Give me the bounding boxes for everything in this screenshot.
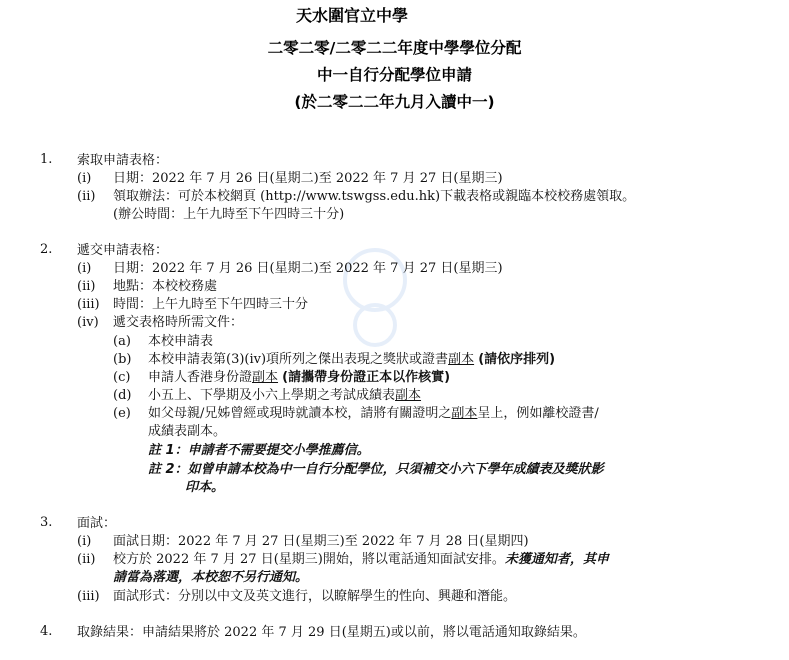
section-3-iii-text: 面試形式：分別以中文及英文進行，以瞭解學生的性向、興趣和潛能。 xyxy=(113,589,517,604)
section-2-number: 2. xyxy=(40,242,53,257)
doc-e-label: (e) xyxy=(113,406,131,421)
section-3-ii-label: (ii) xyxy=(77,552,96,567)
section-2-iii-text: 時間：上午九時至下午四時三十分 xyxy=(113,297,309,312)
section-1-ii-label: (ii) xyxy=(77,189,96,204)
document-title-line-1: 二零二零/二零二二年度中學學位分配 xyxy=(267,39,522,57)
section-3-ii-text-cont: 請當為落選，本校恕不另行通知。 xyxy=(113,570,309,585)
doc-e-text-cont: 成績表副本。 xyxy=(148,424,227,439)
section-1-ii-text: 領取辦法：可於本校網頁 (http://www.tswgss.edu.hk)下載表格或親臨本校校務處領取。 xyxy=(113,189,636,204)
section-1-i-text: 日期：2022 年 7 月 26 日(星期二)至 2022 年 7 月 27 日(星期三) xyxy=(113,171,503,186)
note-2-cont: 印本。 xyxy=(185,480,225,495)
section-2-i-label: (i) xyxy=(77,261,92,276)
section-2-iii-label: (iii) xyxy=(77,297,100,312)
doc-c-text: 申請人香港身份證副本 (請攜帶身份證正本以作核實) xyxy=(148,370,451,385)
doc-b-text: 本校申請表第(3)(iv)項所列之傑出表現之獎狀或證書副本 (請依序排列) xyxy=(148,352,556,367)
section-3-i-label: (i) xyxy=(77,534,92,549)
section-3-ii-text: 校方於 2022 年 7 月 27 日(星期三)開始，將以電話通知面試安排。未獲通知者，其申 xyxy=(113,552,609,567)
section-3-heading: 面試： xyxy=(77,516,117,531)
school-name: 天水圍官立中學 xyxy=(296,6,409,25)
section-2-ii-label: (ii) xyxy=(77,279,96,294)
doc-a-text: 本校申請表 xyxy=(148,334,214,349)
note-2: 註 2：如曾申請本校為中一自行分配學位，只須補交小六下學年成績表及獎狀影 xyxy=(148,462,604,477)
doc-c-label: (c) xyxy=(113,370,131,385)
section-3-iii-label: (iii) xyxy=(77,589,100,604)
doc-a-label: (a) xyxy=(113,334,131,349)
doc-b-label: (b) xyxy=(113,352,132,367)
section-2-ii-text: 地點：本校校務處 xyxy=(113,279,218,294)
document-title-line-3: (於二零二二年九月入讀中一) xyxy=(294,93,495,111)
section-2-iv-text: 遞交表格時所需文件： xyxy=(113,315,244,330)
note-1: 註 1：申請者不需要提交小學推薦信。 xyxy=(148,443,370,458)
section-3-number: 3. xyxy=(40,515,53,530)
watermark-icon xyxy=(330,240,420,350)
document-title-line-2: 中一自行分配學位申請 xyxy=(316,66,472,84)
section-1-heading: 索取申請表格： xyxy=(77,153,169,168)
doc-d-label: (d) xyxy=(113,388,132,403)
section-2-heading: 遞交申請表格： xyxy=(77,243,169,258)
section-1-number: 1. xyxy=(40,152,53,167)
section-2-iv-label: (iv) xyxy=(77,315,99,330)
section-4-text: 取錄結果：申請結果將於 2022 年 7 月 29 日(星期五)或以前，將以電話通知取錄結果。 xyxy=(77,625,586,640)
section-3-i-text: 面試日期：2022 年 7 月 27 日(星期三)至 2022 年 7 月 28 日(星期四) xyxy=(113,534,529,549)
section-1-office-hours: (辦公時間：上午九時至下午四時三十分) xyxy=(113,207,345,222)
section-4-number: 4. xyxy=(40,624,53,639)
doc-d-text: 小五上、下學期及小六上學期之考試成績表副本 xyxy=(148,388,422,403)
section-1-i-label: (i) xyxy=(77,171,92,186)
section-2-i-text: 日期：2022 年 7 月 26 日(星期二)至 2022 年 7 月 27 日(星期三) xyxy=(113,261,503,276)
doc-e-text: 如父母親/兄姊曾經或現時就讀本校，請將有關證明之副本呈上，例如離校證書/ xyxy=(148,406,599,421)
